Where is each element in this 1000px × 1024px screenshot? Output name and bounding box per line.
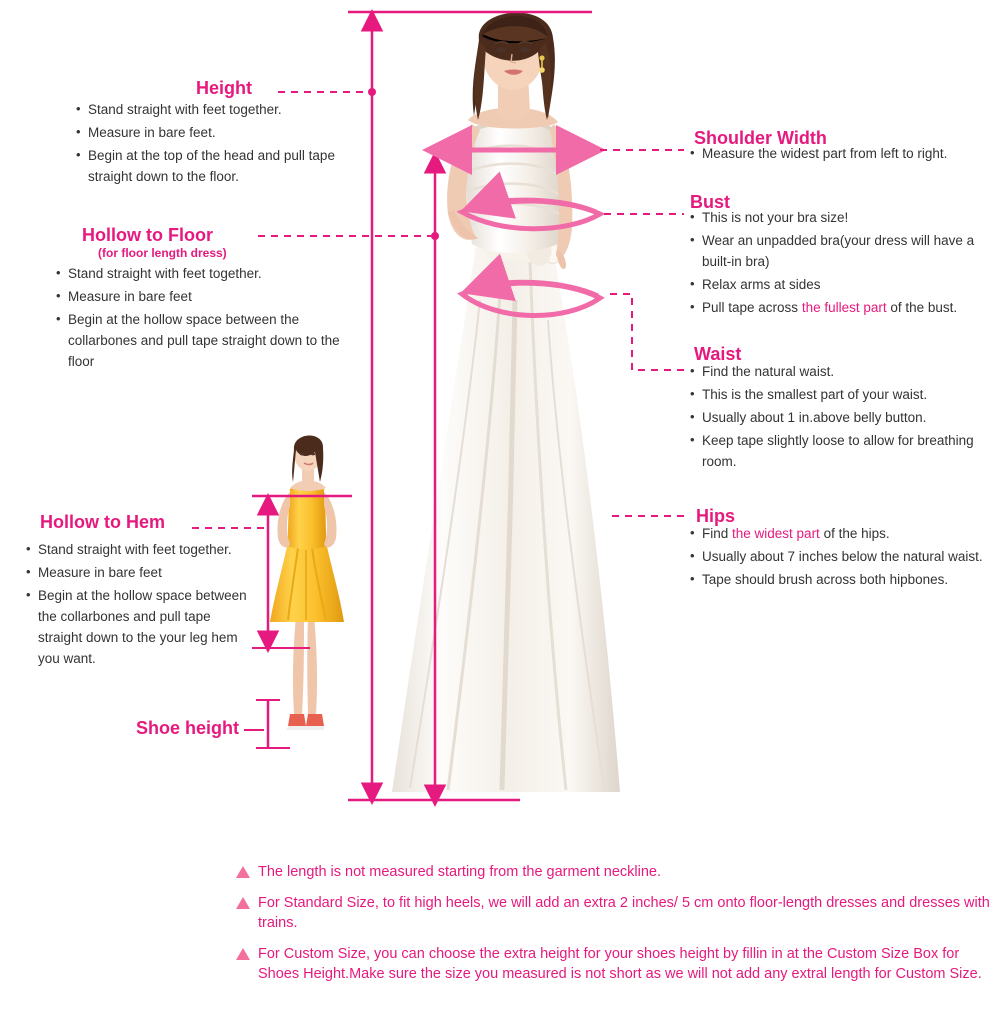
waist-bullets <box>686 362 991 475</box>
hips-emphasis: the widest part <box>732 526 820 541</box>
bust-bullet-3: • Relax arms at sides <box>702 275 998 296</box>
hips-bullet-1: • Find the widest part of the hips. <box>702 524 991 545</box>
height-bullet-3: • Begin at the top of the head and pull tape straight down to the floor. <box>88 146 372 188</box>
height-bullets <box>72 100 372 190</box>
bust-heading: Bust <box>690 192 730 212</box>
hollow-to-floor-bullets <box>52 264 352 375</box>
hollow-to-floor-bullet-3: • Begin at the hollow space between the collarbones and pull tape straight down to the floor <box>68 310 352 373</box>
footer-note-1-text: The length is not measured starting from the garment neckline. <box>258 864 661 880</box>
waist-bullet-2: • This is the smallest part of your waist. <box>702 385 991 406</box>
height-bullet-2: • Measure in bare feet. <box>88 123 372 144</box>
footer-note-3 <box>236 944 996 985</box>
waist-bullet-1: • Find the natural waist. <box>702 362 991 383</box>
hollow-to-hem-heading: Hollow to Hem <box>40 512 165 532</box>
hollow-to-hem-bullet-1: • Stand straight with feet together. <box>38 540 252 561</box>
shoe-height-heading: Shoe height <box>136 718 239 738</box>
height-bullet-1: • Stand straight with feet together. <box>88 100 372 121</box>
bust-bullets <box>686 208 998 321</box>
bust-bullet-1: • This is not your bra size! <box>702 208 998 229</box>
bust-bullet-2: • Wear an unpadded bra(your dress will have a built-in bra) <box>702 231 998 273</box>
warning-triangle-icon <box>236 948 250 960</box>
hollow-to-hem-bullet-3: • Begin at the hollow space between the collarbones and pull tape straight down to the your leg hem you want. <box>38 586 252 670</box>
height-heading: Height <box>196 78 252 98</box>
waist-bullet-4: • Keep tape slightly loose to allow for breathing room. <box>702 431 991 473</box>
shoulder-width-bullet-1: • Measure the widest part from left to right. <box>702 144 996 165</box>
hips-heading: Hips <box>696 506 736 526</box>
waist-heading: Waist <box>694 344 742 364</box>
hollow-to-hem-bullet-2: • Measure in bare feet <box>38 563 252 584</box>
footer-note-2 <box>236 893 996 934</box>
hollow-to-floor-bullet-1: • Stand straight with feet together. <box>68 264 352 285</box>
hollow-to-floor-bullet-2: • Measure in bare feet <box>68 287 352 308</box>
short-dress-figure-illustration <box>252 430 362 750</box>
warning-triangle-icon <box>236 866 250 878</box>
footer-note-3-text: For Custom Size, you can choose the extra height for your shoes height by fillin in at the Custom Size Box for Shoes Height.Make sure the size you measured is not short as we will not add any extral length for Custom Size. <box>258 945 982 983</box>
hollow-to-floor-subheading: (for floor length dress) <box>98 246 227 260</box>
hips-bullets <box>686 524 991 593</box>
shoulder-width-heading: Shoulder Width <box>694 128 827 148</box>
footer-note-2-text: For Standard Size, to fit high heels, we will add an extra 2 inches/ 5 cm onto floor-length dresses and dresses with trains. <box>258 894 990 932</box>
hollow-to-hem-bullets <box>22 540 252 672</box>
hollow-to-floor-heading: Hollow to Floor <box>82 225 213 245</box>
bride-figure-illustration <box>352 0 662 812</box>
bust-emphasis: the fullest part <box>801 299 887 315</box>
footer-note-1 <box>236 862 996 883</box>
hips-bullet-2: • Usually about 7 inches below the natural waist. <box>702 547 991 568</box>
hips-bullet-3: • Tape should brush across both hipbones. <box>702 570 991 591</box>
waist-bullet-3: • Usually about 1 in.above belly button. <box>702 408 991 429</box>
bust-bullet-4: • Pull tape across the fullest part of the bust. <box>702 298 998 319</box>
warning-triangle-icon <box>236 897 250 909</box>
footer-notes <box>236 862 996 995</box>
shoulder-width-bullets <box>686 144 996 167</box>
